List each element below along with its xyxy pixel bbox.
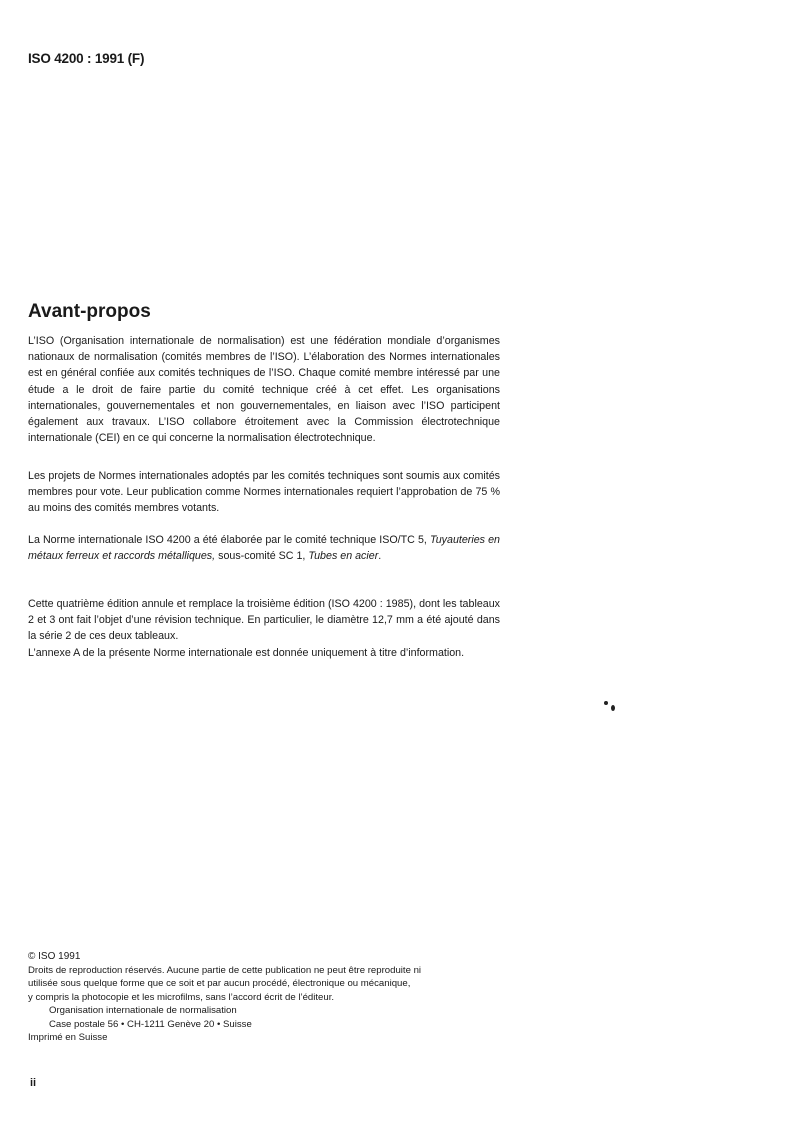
subcommittee-title-italic: Tubes en acier <box>308 550 379 563</box>
text-run: . <box>378 550 382 563</box>
section-title: Avant-propos <box>28 301 151 322</box>
paragraph-iso-description <box>28 333 500 446</box>
paragraph-edition <box>28 596 500 645</box>
copyright-notice: © ISO 1991 <box>28 951 81 962</box>
paragraph-text: Cette quatrième édition annule et remplace la troisième édition (ISO 4200 : 1985), dont les tableaux 2 et 3 ont fait l’objet d’une révision technique. En particulier, le diamètre 12,7 mm a été ajouté dans la série 2 de ces deux tableaux. <box>28 598 500 643</box>
paragraph-committee <box>28 532 500 564</box>
document-reference: ISO 4200 : 1991 (F) <box>28 51 145 66</box>
page-number: ii <box>30 1077 37 1089</box>
rights-text-line: y compris la photocopie et les microfilms, sans l’accord écrit de l’éditeur. <box>28 991 335 1003</box>
copyright-footer <box>28 950 508 1045</box>
paragraph-text: L’ISO (Organisation internationale de normalisation) est une fédération mondiale d’organismes nationaux de normalisation (comités membres de l’ISO). L’élaboration des Normes internationales est en général confiée aux comités techniques de l’ISO. Chaque comité membre intéressé par une étude a le droit de faire partie du comité technique créé à cet effet. Les organisations internationales, gouvernementales et non gouvernementales, en liaison avec l’ISO participent également aux travaux. L’ISO collabore étroitement avec la Commission électrotechnique internationale (CEI) en ce qui concerne la normalisation électrotechnique. <box>28 335 500 445</box>
text-run: La Norme internationale ISO 4200 a été élaborée par le comité technique ISO/TC 5, <box>28 534 430 546</box>
paragraph-text: L’annexe A de la présente Norme internationale est donnée uniquement à titre d’information. <box>28 647 465 659</box>
scan-speck-mark <box>604 701 608 705</box>
postal-address: Case postale 56 • CH-1211 Genève 20 • Suisse <box>49 1018 252 1030</box>
scan-speck-mark <box>611 705 615 711</box>
paragraph-text <box>28 532 500 564</box>
committee-title-italic: Tuyauteries en métaux ferreux et raccords métalliques, <box>28 534 500 563</box>
rights-text-line: utilisée sous quelque forme que ce soit et par aucun procédé, électronique ou mécanique, <box>28 978 411 989</box>
rights-text-line: Droits de reproduction réservés. Aucune partie de cette publication ne peut être reproduite ni <box>28 964 422 976</box>
paragraph-text: Les projets de Normes internationales adoptés par les comités techniques sont soumis aux comités membres pour vote. Leur publication comme Normes internationales requiert l’approbation de 75 % au moins des comités membres votants. <box>28 470 500 515</box>
text-run: sous-comité SC 1, <box>215 550 309 563</box>
paragraph-annex <box>28 645 500 661</box>
paragraph-voting <box>28 468 500 517</box>
printed-in: Imprimé en Suisse <box>28 1032 108 1043</box>
organisation-name: Organisation internationale de normalisation <box>49 1005 237 1016</box>
